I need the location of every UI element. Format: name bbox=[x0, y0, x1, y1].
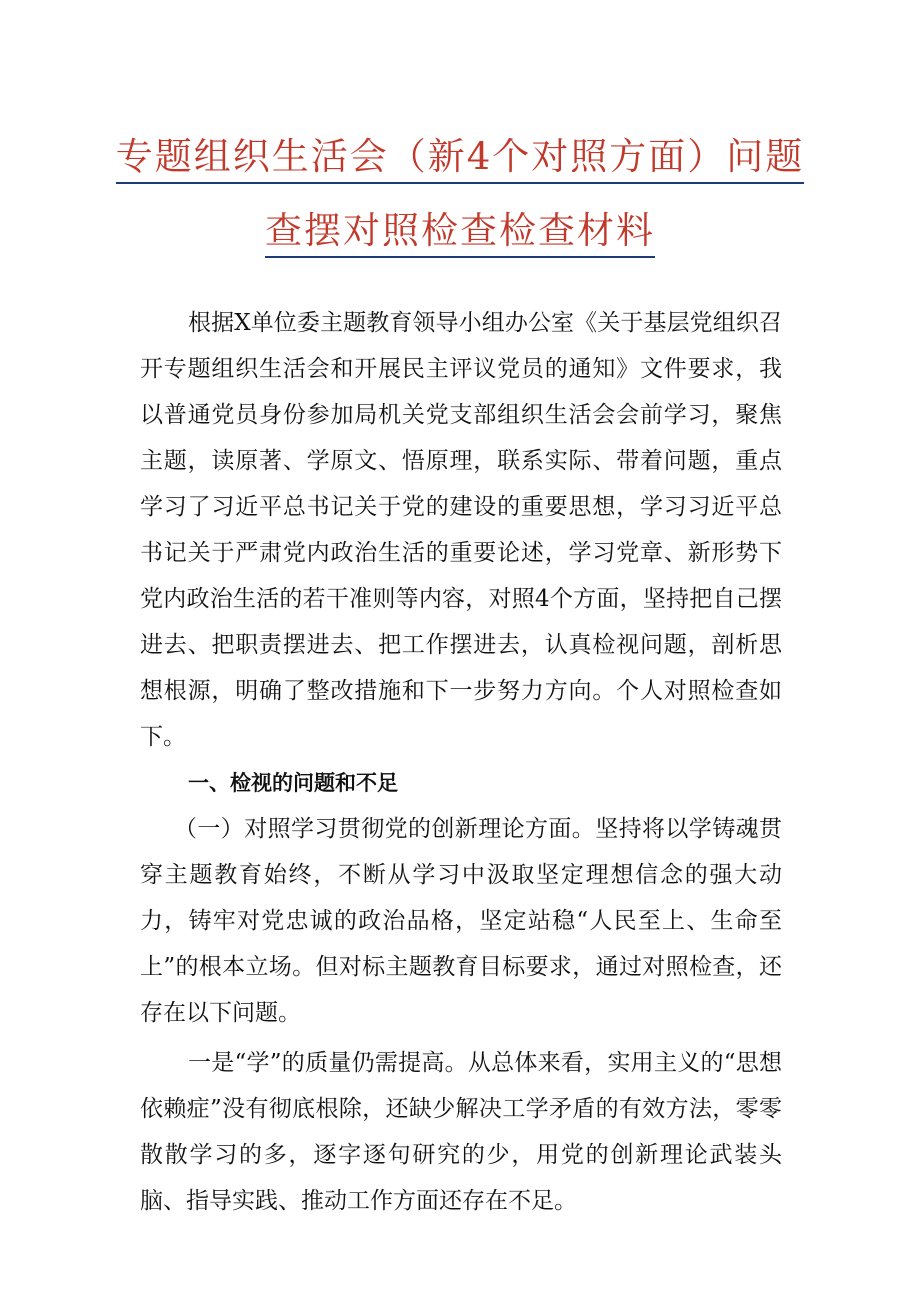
intro-paragraph: 根据X单位委主题教育领导小组办公室《关于基层党组织召开专题组织生活会和开展民主评议党员的通知》文件要求，我以普通党员身份参加局机关党支部组织生活会会前学习，聚焦主题，读原著、学原文、悟原理，联系实际、带着问题，重点学习了习近平总书记关于党的建设的重要思想，学习习近平总书记关于严肃党内政治生活的重要论述，学习党章、新形势下党内政治生活的若干准则等内容，对照4个方面，坚持把自己摆进去、把职责摆进去、把工作摆进去，认真检视问题，剖析思想根源，明确了整改措施和下一步努力方向。个人对照检查如下。 bbox=[140, 310, 782, 750]
section-heading: 一、检视的问题和不足 bbox=[188, 771, 398, 795]
title-text-1: 专题组织生活会（新4个对照方面）问题 bbox=[116, 135, 805, 184]
document-title-line-1 bbox=[0, 134, 920, 180]
title-text-2: 查摆对照检查检查材料 bbox=[265, 209, 655, 258]
document-title-line-2 bbox=[0, 208, 920, 254]
subsection-paragraph: （一）对照学习贯彻党的创新理论方面。坚持将以学铸魂贯穿主题教育始终，不断从学习中汲取坚定理想信念的强大动力，铸牢对党忠诚的政治品格，坚定站稳“人民至上、生命至上”的根本立场。但对标主题教育目标要求，通过对照检查，还存在以下问题。 bbox=[140, 816, 782, 1026]
point-paragraph: 一是“学”的质量仍需提高。从总体来看，实用主义的“思想依赖症”没有彻底根除，还缺少解决工学矛盾的有效方法，零零散散学习的多，逐字逐句研究的少，用党的创新理论武装头脑、指导实践、推动工作方面还存在不足。 bbox=[140, 1050, 782, 1214]
document-body bbox=[140, 300, 782, 1224]
